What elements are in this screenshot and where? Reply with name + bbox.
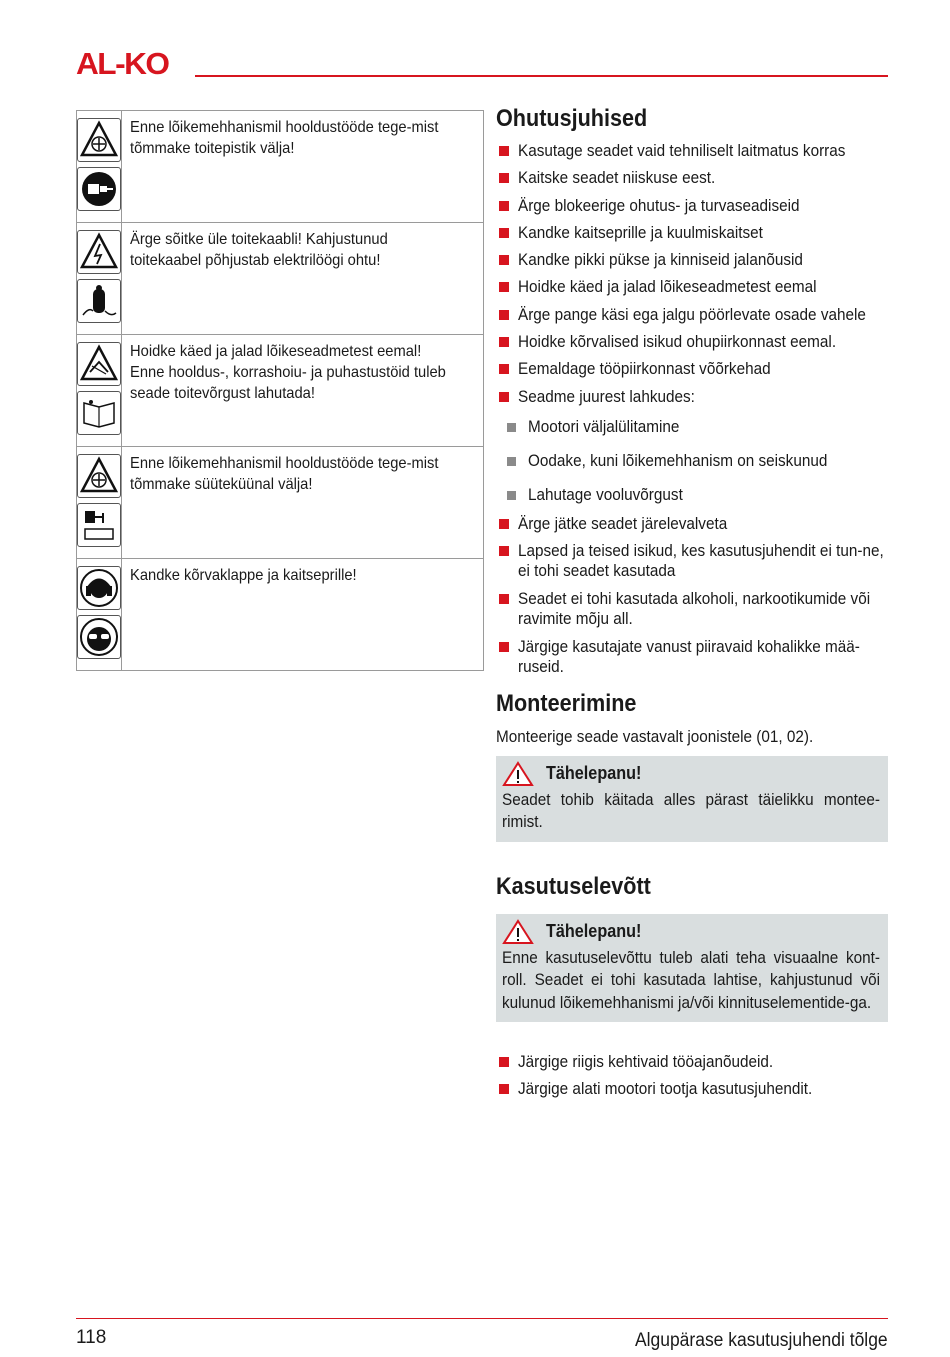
commissioning-note (496, 914, 888, 1023)
table-row (77, 335, 484, 447)
list-item: Järgige kasutajate vanust piiravaid kohalikke mää-ruseid. (496, 637, 888, 678)
sub-list-item: Mootori väljalülitamine (496, 417, 888, 438)
sub-list-item: Lahutage vooluvõrgust (496, 485, 888, 506)
safety-heading: Ohutusjuhised (496, 105, 648, 132)
list-item: Kandke pikki pükse ja kinniseid jalanõusid (496, 250, 888, 271)
list-item: Kaitske seadet niiskuse eest. (496, 168, 888, 189)
icon-cell (77, 223, 122, 335)
list-item: Järgige riigis kehtivaid tööajanõudeid. (496, 1052, 888, 1073)
commissioning-list (496, 1052, 888, 1100)
assembly-note (496, 756, 888, 842)
header-rule (195, 75, 888, 77)
manual-icon (77, 391, 121, 435)
electric-shock-icon (77, 230, 121, 274)
list-item: Järgige alati mootori tootja kasutusjuhendit. (496, 1079, 888, 1100)
right-column (496, 103, 888, 1107)
eye-protection-icon (77, 615, 121, 659)
note-title: Tähelepanu! (546, 763, 642, 784)
assembly-text: Monteerige seade vastavalt joonistele (01, 02). (496, 726, 814, 746)
note-text: Seadet tohib käitada alles pärast täielikku montee-rimist. (502, 789, 880, 832)
footer-rule (76, 1318, 888, 1319)
brand-logo (76, 46, 188, 81)
icon-cell (77, 447, 122, 559)
icon-cell (77, 111, 122, 223)
symbol-description: Hoidke käed ja jalad lõikeseadmetest eemal! Enne hooldus-, korrashoiu- ja puhastustöid tuleb seade toitevõrgust lahutada! (130, 343, 446, 402)
list-item: Ärge pange käsi ega jalgu pöörlevate osade vahele (496, 305, 888, 326)
unplug-icon (77, 167, 121, 211)
note-text: Enne kasutuselevõttu tuleb alati teha visuaalne kont-roll. Seadet ei tohi kasutada lahtise, kahjustunud või kulunud lõikemehhanismi ja/või kinnituselementide-ga. (502, 947, 880, 1012)
safety-symbols-table (76, 110, 484, 671)
icon-cell (77, 335, 122, 447)
spark-plug-icon (77, 503, 121, 547)
list-item: Lapsed ja teised isikud, kes kasutusjuhendit ei tun-ne, ei tohi seadet kasutada (496, 541, 888, 582)
table-row (77, 559, 484, 671)
assembly-heading: Monteerimine (496, 689, 637, 717)
list-item: Seadme juurest lahkudes: (496, 387, 888, 408)
symbol-description: Kandke kõrvaklappe ja kaitseprille! (130, 567, 357, 584)
list-item: Ärge jätke seadet järelevalveta (496, 514, 888, 535)
table-row (77, 447, 484, 559)
warning-icon (502, 919, 534, 945)
list-item: Hoidke käed ja jalad lõikeseadmetest eemal (496, 277, 888, 298)
list-item: Eemaldage tööpiirkonnast võõrkehad (496, 359, 888, 380)
table-row (77, 223, 484, 335)
list-item: Ärge blokeerige ohutus- ja turvaseadiseid (496, 196, 888, 217)
page-number: 118 (76, 1327, 107, 1348)
symbol-description: Ärge sõitke üle toitekaabli! Kahjustunud toitekaabel põhjustab elektrilöögi ohtu! (130, 231, 388, 269)
list-item: Hoidke kõrvalised isikud ohupiirkonnast eemal. (496, 332, 888, 353)
logo-text: AL-KO (76, 46, 169, 81)
hand-injury-icon (77, 342, 121, 386)
list-item: Seadet ei tohi kasutada alkoholi, narkootikumide või ravimite mõju all. (496, 589, 888, 630)
sub-list-item: Oodake, kuni lõikemehhanism on seiskunud (496, 451, 888, 472)
cutting-hazard-icon (77, 454, 121, 498)
symbol-description: Enne lõikemehhanismil hooldustööde tege-mist tõmmake toitepistik välja! (130, 119, 439, 157)
cutting-hazard-icon (77, 118, 121, 162)
table-row (77, 111, 484, 223)
note-title: Tähelepanu! (546, 921, 642, 942)
footer-title: Algupärase kasutusjuhendi tõlge (635, 1330, 888, 1351)
ear-protection-icon (77, 566, 121, 610)
list-item: Kandke kaitseprille ja kuulmiskaitset (496, 223, 888, 244)
icon-cell (77, 559, 122, 671)
cable-icon (77, 279, 121, 323)
list-item: Kasutage seadet vaid tehniliselt laitmatus korras (496, 141, 888, 162)
commissioning-heading: Kasutuselevõtt (496, 872, 651, 900)
safety-list (496, 141, 888, 678)
warning-icon (502, 761, 534, 787)
symbol-description: Enne lõikemehhanismil hooldustööde tege-mist tõmmake süüteküünal välja! (130, 455, 439, 493)
